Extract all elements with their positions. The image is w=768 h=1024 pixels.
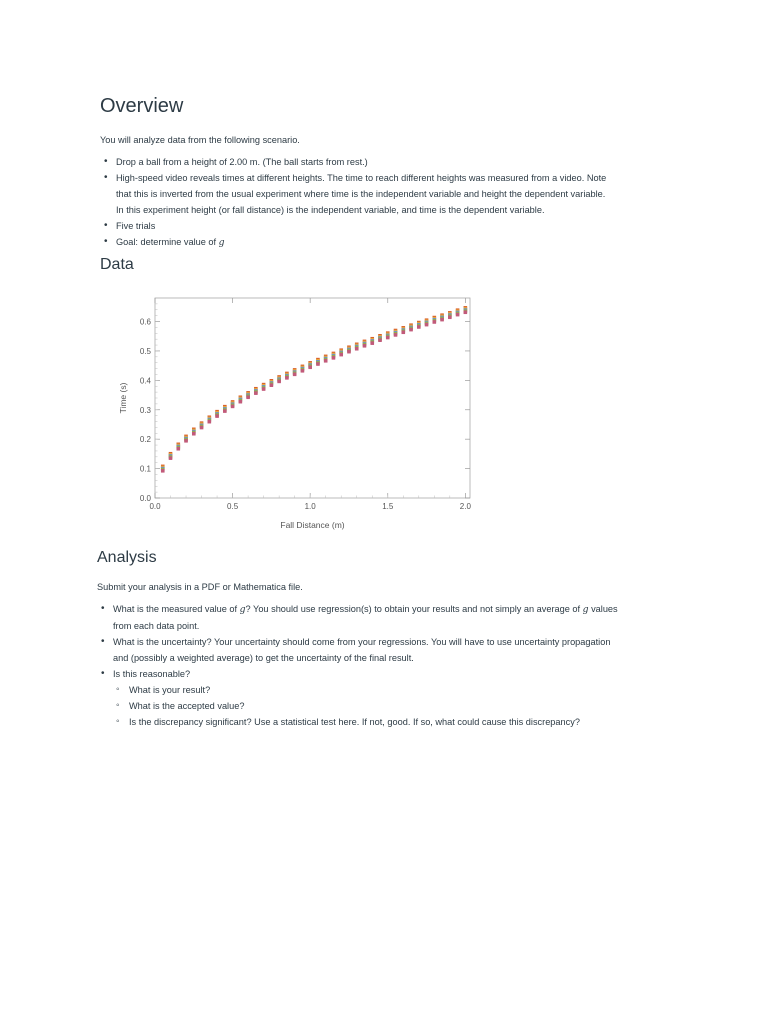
y-tick-label: 0.0 <box>139 494 151 503</box>
variable-g: g <box>218 237 225 248</box>
scenario-list <box>100 154 680 251</box>
plot-frame <box>155 298 470 498</box>
data-point <box>386 336 390 340</box>
data-point <box>192 432 196 436</box>
data-point <box>347 350 351 354</box>
y-tick-label: 0.4 <box>139 376 151 386</box>
data-point <box>394 333 398 337</box>
sub-question-discrepancy: Is the discrepancy significant? Use a statistical test here. If not, good. If so, what could cause this discrepancy? <box>129 717 580 727</box>
y-tick-label: 0.6 <box>139 317 151 327</box>
data-point <box>370 341 374 345</box>
data-point <box>308 365 312 369</box>
list-item <box>100 218 680 234</box>
list-item <box>100 170 680 218</box>
data-point <box>339 353 343 357</box>
question-text: What is the measured value of <box>113 604 240 614</box>
data-point <box>184 439 188 443</box>
variable-g: g <box>582 604 589 615</box>
x-tick-label: 1.0 <box>304 502 316 511</box>
x-tick-label: 1.5 <box>382 502 394 511</box>
x-tick-label: 0.0 <box>149 502 161 511</box>
data-point <box>324 359 328 363</box>
data-point <box>355 347 359 351</box>
question-text: ? You should use regression(s) to obtain your results and not simply an average of <box>245 604 583 614</box>
y-tick-label: 0.5 <box>139 346 151 356</box>
data-point <box>200 426 204 430</box>
data-point <box>223 409 227 413</box>
y-tick-label: 0.1 <box>139 464 151 474</box>
data-point <box>417 325 421 329</box>
bullet-goal: Goal: determine value of <box>116 237 219 247</box>
data-point <box>176 447 180 451</box>
data-point <box>270 383 274 387</box>
analysis-intro: Submit your analysis in a PDF or Mathematica file. <box>97 582 303 592</box>
data-point <box>231 405 235 409</box>
data-point <box>464 310 468 314</box>
data-point <box>293 373 297 377</box>
list-item <box>97 601 677 634</box>
data-point <box>456 313 460 317</box>
question-text: values <box>588 604 618 614</box>
data-point <box>169 456 173 460</box>
question-reasonable: Is this reasonable? <box>113 669 191 679</box>
data-point <box>401 330 405 334</box>
data-point <box>363 344 367 348</box>
bullet-five-trials: Five trials <box>116 221 156 231</box>
data-point <box>277 380 281 384</box>
bullet-video-line-2: that this is inverted from the usual experiment where time is the independent variable and height the dependent variable. <box>116 189 606 199</box>
question-measured-g <box>113 601 677 618</box>
data-point <box>378 338 382 342</box>
x-axis-label: Fall Distance (m) <box>280 520 345 530</box>
x-tick-label: 0.5 <box>227 502 239 511</box>
bullet-video-line-1: • High-speed video reveals times at different heights. The time to reach different heights was measured from a video. Note <box>116 173 607 183</box>
question-uncertainty-cont: and (possibly a weighted average) to get the uncertainty of the final result. <box>113 653 414 663</box>
data-heading: Data <box>100 256 134 273</box>
data-point <box>425 323 429 327</box>
data-point <box>409 328 413 332</box>
overview-intro: You will analyze data from the following scenario. <box>100 135 300 145</box>
list-item <box>113 714 677 730</box>
data-point <box>301 369 305 373</box>
data-point <box>215 414 219 418</box>
bullet-drop-ball: Drop a ball from a height of 2.00 m. (The ball starts from rest.) <box>116 157 368 167</box>
data-point <box>316 362 320 366</box>
list-item <box>113 698 677 714</box>
sub-question-result: What is your result? <box>129 685 211 695</box>
x-tick-label: 2.0 <box>459 502 471 511</box>
y-tick-label: 0.3 <box>139 405 151 415</box>
overview-heading: Overview <box>100 95 184 117</box>
data-point <box>161 469 165 473</box>
scatter-chart <box>100 290 490 538</box>
data-point <box>239 400 243 404</box>
data-point <box>246 395 250 399</box>
data-point <box>440 318 444 322</box>
sub-question-list <box>113 682 677 730</box>
analysis-heading: Analysis <box>97 549 157 566</box>
variable-g: g <box>239 604 246 615</box>
data-point <box>254 391 258 395</box>
list-item <box>113 682 677 698</box>
data-point <box>262 387 266 391</box>
data-point <box>448 315 452 319</box>
sub-question-accepted: What is the accepted value? <box>129 701 245 711</box>
list-item <box>100 234 680 251</box>
data-point <box>433 320 437 324</box>
y-axis-label: Time (s) <box>118 382 128 414</box>
analysis-questions <box>97 601 677 730</box>
list-item <box>97 666 677 730</box>
data-point <box>332 356 336 360</box>
y-tick-label: 0.2 <box>139 435 151 445</box>
question-uncertainty: • What is the uncertainty? Your uncertainty should come from your regressions. You will have to use uncertainty propagation <box>113 637 611 647</box>
question-measured-g-cont: from each data point. <box>113 621 200 631</box>
data-point <box>208 420 212 424</box>
list-item <box>97 634 677 666</box>
list-item <box>100 154 680 170</box>
data-point <box>285 376 289 380</box>
bullet-video-line-3: In this experiment height (or fall distance) is the independent variable, and time is the dependent variable. <box>116 205 545 215</box>
